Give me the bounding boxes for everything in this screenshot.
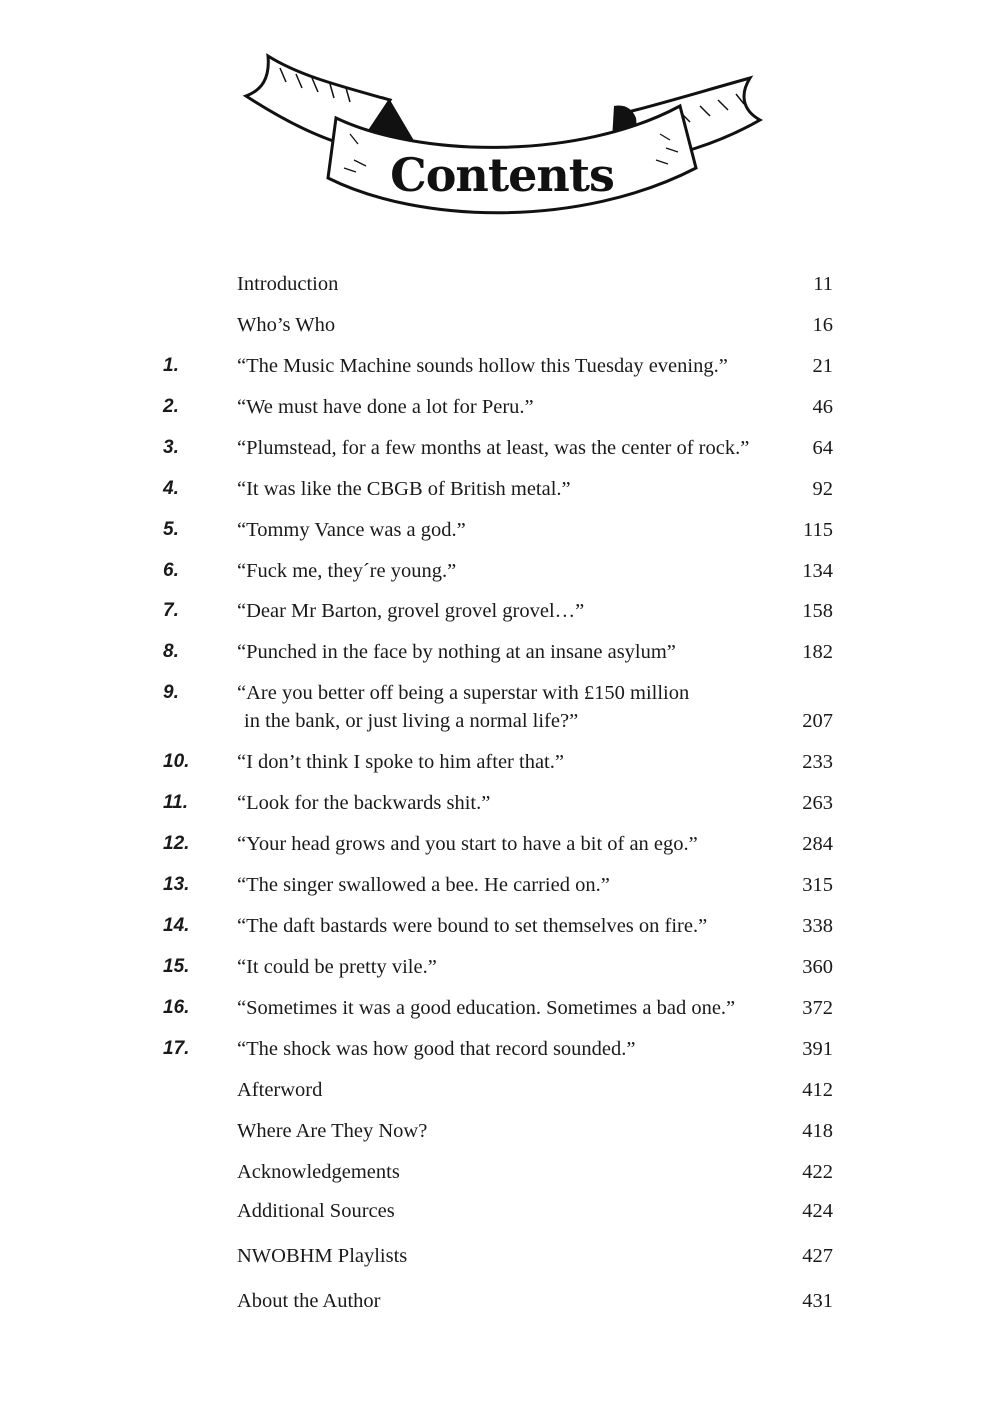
page-number: 427 — [802, 1245, 833, 1267]
entry-title: Afterword — [237, 1079, 323, 1101]
page-number: 46 — [812, 396, 833, 418]
chapter-number: 12. — [163, 833, 190, 854]
entry-title: “The Music Machine sounds hollow this Tuesday evening.” — [237, 355, 728, 377]
page-number: 92 — [812, 478, 833, 500]
page-number: 412 — [802, 1079, 833, 1101]
page-title: Contents — [390, 148, 614, 202]
page-number: 11 — [813, 273, 833, 295]
entry-title: “The daft bastards were bound to set themselves on fire.” — [237, 915, 708, 937]
entry-title: “Dear Mr Barton, grovel grovel grovel…” — [237, 600, 585, 622]
page-number: 360 — [802, 956, 833, 978]
page-number: 424 — [802, 1200, 833, 1222]
entry-title: Acknowledgements — [237, 1161, 400, 1183]
entry-title: “It was like the CBGB of British metal.” — [237, 478, 571, 500]
page-number: 422 — [802, 1161, 833, 1183]
chapter-number: 16. — [163, 997, 190, 1018]
chapter-number: 3. — [163, 437, 179, 458]
page-number: 233 — [802, 751, 833, 773]
page-number: 158 — [802, 600, 833, 622]
entry-title: Additional Sources — [237, 1200, 395, 1222]
page-number: 338 — [802, 915, 833, 937]
chapter-number: 7. — [163, 600, 179, 621]
chapter-number: 10. — [163, 751, 190, 772]
entry-title-continuation: in the bank, or just living a normal life?” — [244, 710, 579, 732]
page-number: 315 — [802, 874, 833, 896]
chapter-number: 11. — [163, 792, 189, 813]
entry-title: About the Author — [237, 1290, 381, 1312]
page-number: 134 — [802, 560, 833, 582]
chapter-number: 17. — [163, 1038, 190, 1059]
entry-title: Where Are They Now? — [237, 1120, 428, 1142]
chapter-number: 5. — [163, 519, 179, 540]
chapter-number: 14. — [163, 915, 190, 936]
entry-title: “The singer swallowed a bee. He carried on.” — [237, 874, 610, 896]
entry-title: NWOBHM Playlists — [237, 1245, 408, 1267]
entry-title: “We must have done a lot for Peru.” — [237, 396, 534, 418]
entry-title: “Are you better off being a superstar with £150 million — [237, 682, 690, 704]
entry-title: “Plumstead, for a few months at least, was the center of rock.” — [237, 437, 750, 459]
page-number: 64 — [812, 437, 833, 459]
page-number: 263 — [802, 792, 833, 814]
entry-title: “Your head grows and you start to have a bit of an ego.” — [237, 833, 698, 855]
chapter-number: 15. — [163, 956, 190, 977]
chapter-number: 1. — [163, 355, 179, 376]
page-number: 207 — [802, 710, 833, 732]
page-number: 182 — [802, 641, 833, 663]
page-number: 16 — [812, 314, 833, 336]
chapter-number: 13. — [163, 874, 190, 895]
entry-title: “Tommy Vance was a god.” — [237, 519, 466, 541]
chapter-number: 8. — [163, 641, 179, 662]
chapter-number: 9. — [163, 682, 179, 703]
chapter-number: 2. — [163, 396, 179, 417]
entry-title: “Fuck me, they´re young.” — [237, 560, 457, 582]
entry-title: “Punched in the face by nothing at an insane asylum” — [237, 641, 676, 663]
page-number: 391 — [802, 1038, 833, 1060]
page-number: 115 — [803, 519, 833, 541]
entry-title: “It could be pretty vile.” — [237, 956, 437, 978]
entry-title: “Sometimes it was a good education. Sometimes a bad one.” — [237, 997, 736, 1019]
entry-title: “I don’t think I spoke to him after that.” — [237, 751, 564, 773]
page-number: 372 — [802, 997, 833, 1019]
page-number: 431 — [802, 1290, 833, 1312]
entry-title: “Look for the backwards shit.” — [237, 792, 491, 814]
page-number: 21 — [812, 355, 833, 377]
entry-title: Who’s Who — [237, 314, 336, 336]
entry-title: Introduction — [237, 273, 339, 295]
chapter-number: 6. — [163, 560, 179, 581]
entry-title: “The shock was how good that record sounded.” — [237, 1038, 636, 1060]
chapter-number: 4. — [163, 478, 179, 499]
page-number: 284 — [802, 833, 833, 855]
page-number: 418 — [802, 1120, 833, 1142]
